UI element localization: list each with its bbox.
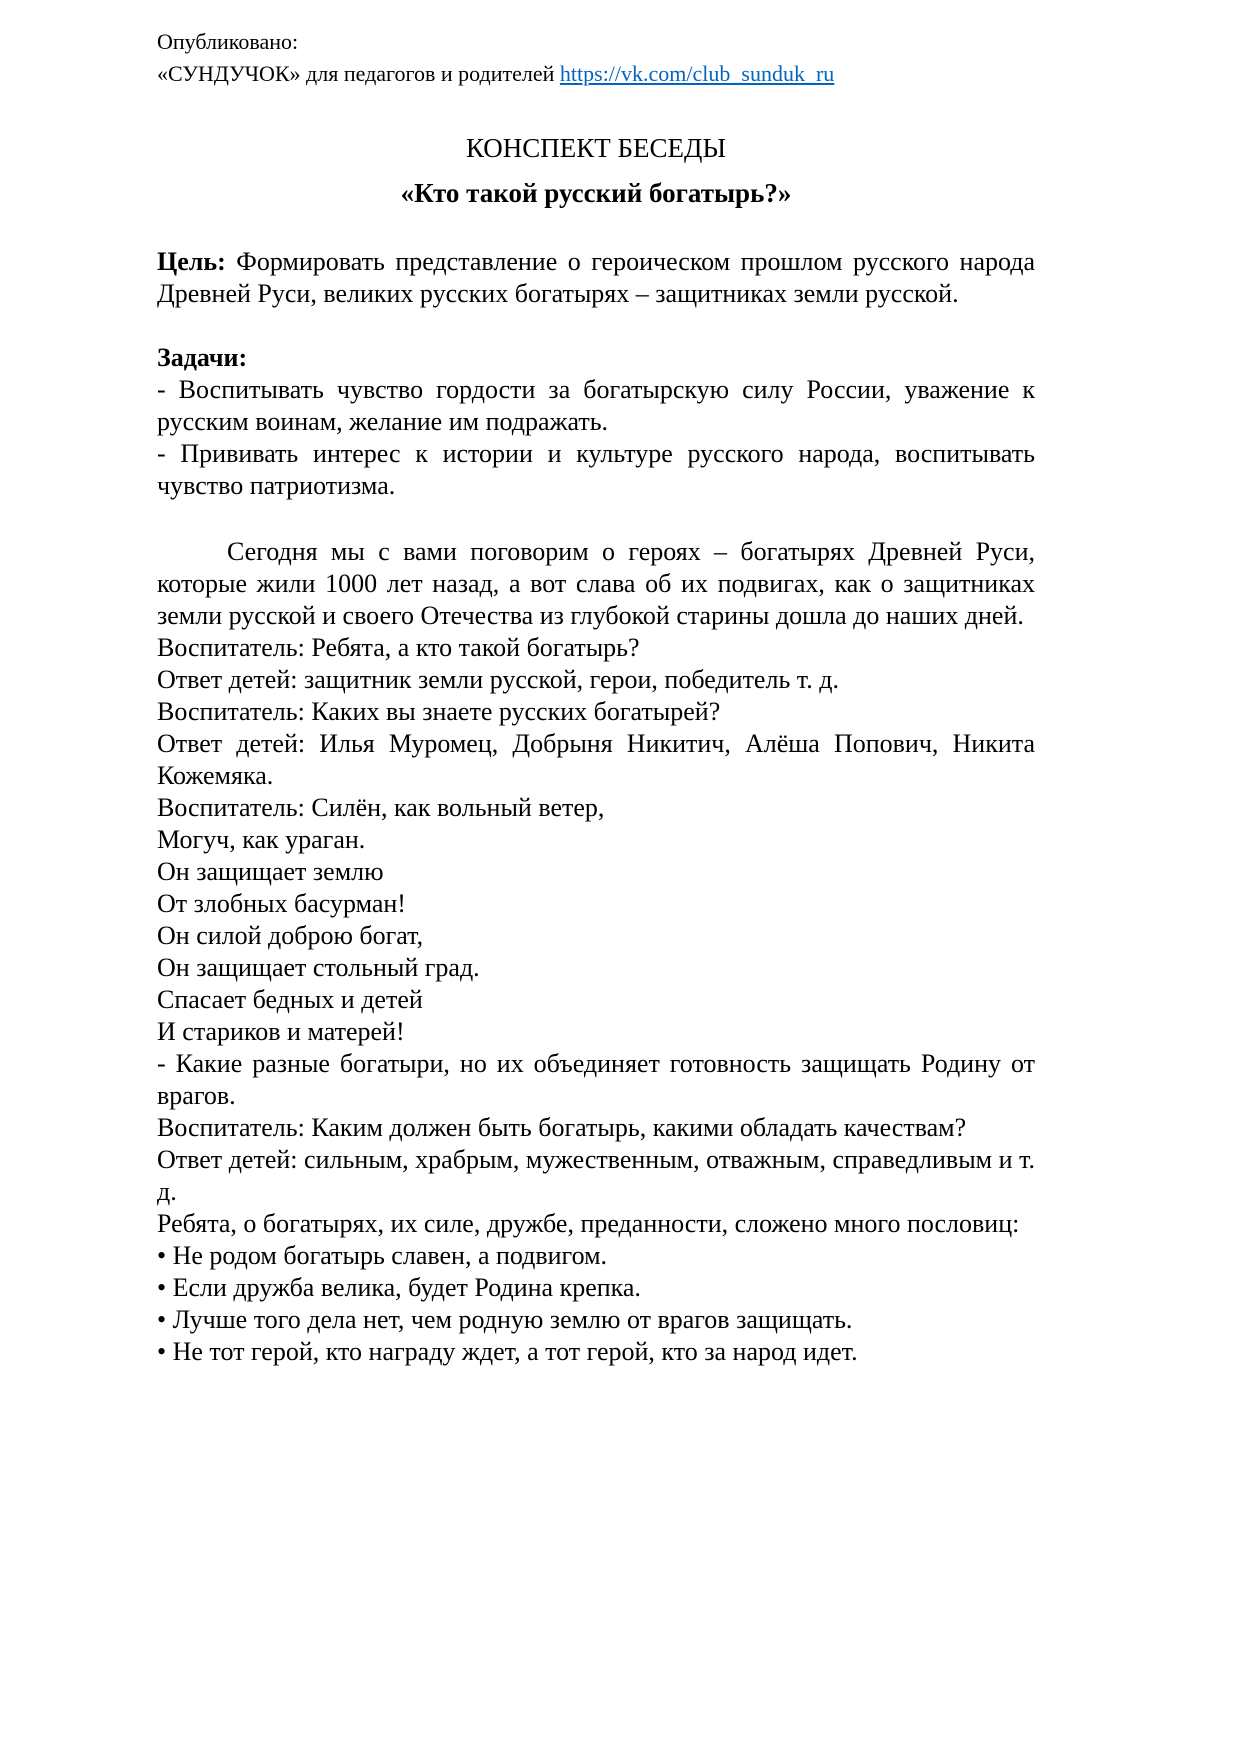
dialogue-line: Ребята, о богатырях, их силе, дружбе, преданности, сложено много пословиц:	[157, 1209, 1020, 1238]
source-line	[157, 58, 1035, 90]
poem-line: Спасает бедных и детей	[157, 985, 423, 1014]
poem-line: Он защищает стольный град.	[157, 953, 480, 982]
tasks-label: Задачи:	[157, 343, 248, 372]
proverb-item: • Лучше того дела нет, чем родную землю от врагов защищать.	[157, 1305, 853, 1334]
dialogue-line: Ответ детей: защитник земли русской, герои, победитель т. д.	[157, 665, 839, 694]
poem-line: И стариков и матерей!	[157, 1017, 405, 1046]
poem-line: Он силой доброю богат,	[157, 921, 424, 950]
published-label: Опубликовано:	[157, 29, 299, 54]
poem-line: От злобных басурман!	[157, 889, 406, 918]
intro-paragraph: Сегодня мы с вами поговорим о героях – богатырях Древней Руси, которые жили 1000 лет назад, а вот слава об их подвигах, как о защитниках земли русской и своего Отечества из глубокой старины дошла до наших дней.	[157, 537, 1035, 630]
vk-link[interactable]: https://vk.com/club_sunduk_ru	[559, 61, 835, 86]
document-subtitle: «Кто такой русский богатырь?»	[400, 178, 792, 208]
poem-line: Воспитатель: Силён, как вольный ветер,	[157, 793, 605, 822]
dialogue-line: Ответ детей: Илья Муромец, Добрыня Никитич, Алёша Попович, Никита Кожемяка.	[157, 729, 1035, 790]
dialogue-line: Воспитатель: Каких вы знаете русских богатырей?	[157, 697, 721, 726]
proverb-item: • Не тот герой, кто награду ждет, а тот герой, кто за народ идет.	[157, 1337, 858, 1366]
dialogue-line: Воспитатель: Каким должен быть богатырь, какими обладать качествам?	[157, 1113, 967, 1142]
dialogue-line: Воспитатель: Ребята, а кто такой богатырь?	[157, 633, 640, 662]
goal-paragraph	[157, 246, 1035, 310]
title-block	[157, 126, 1035, 216]
dialogue-line: - Какие разные богатыри, но их объединяет готовность защищать Родину от врагов.	[157, 1049, 1035, 1110]
poem-line: Он защищает землю	[157, 857, 384, 886]
goal-label: Цель:	[157, 247, 226, 276]
proverb-item: • Если дружба велика, будет Родина крепка.	[157, 1273, 641, 1302]
source-prefix: «СУНДУЧОК» для педагогов и родителей	[157, 61, 560, 86]
document-title: КОНСПЕКТ БЕСЕДЫ	[465, 133, 727, 163]
task-item: - Прививать интерес к истории и культуре русского народа, воспитывать чувство патриотизма.	[157, 439, 1035, 500]
task-item: - Воспитывать чувство гордости за богатырскую силу России, уважение к русским воинам, желание им подражать.	[157, 375, 1035, 436]
proverb-item: • Не родом богатырь славен, а подвигом.	[157, 1241, 608, 1270]
goal-text: Формировать представление о героическом прошлом русского народа Древней Руси, великих русских богатырях – защитниках земли русской.	[157, 247, 1036, 308]
dialogue-line: Ответ детей: сильным, храбрым, мужественным, отважным, справедливым и т. д.	[157, 1145, 1035, 1206]
published-header	[157, 26, 1035, 90]
poem-line: Могуч, как ураган.	[157, 825, 366, 854]
tasks-heading	[157, 342, 1035, 374]
